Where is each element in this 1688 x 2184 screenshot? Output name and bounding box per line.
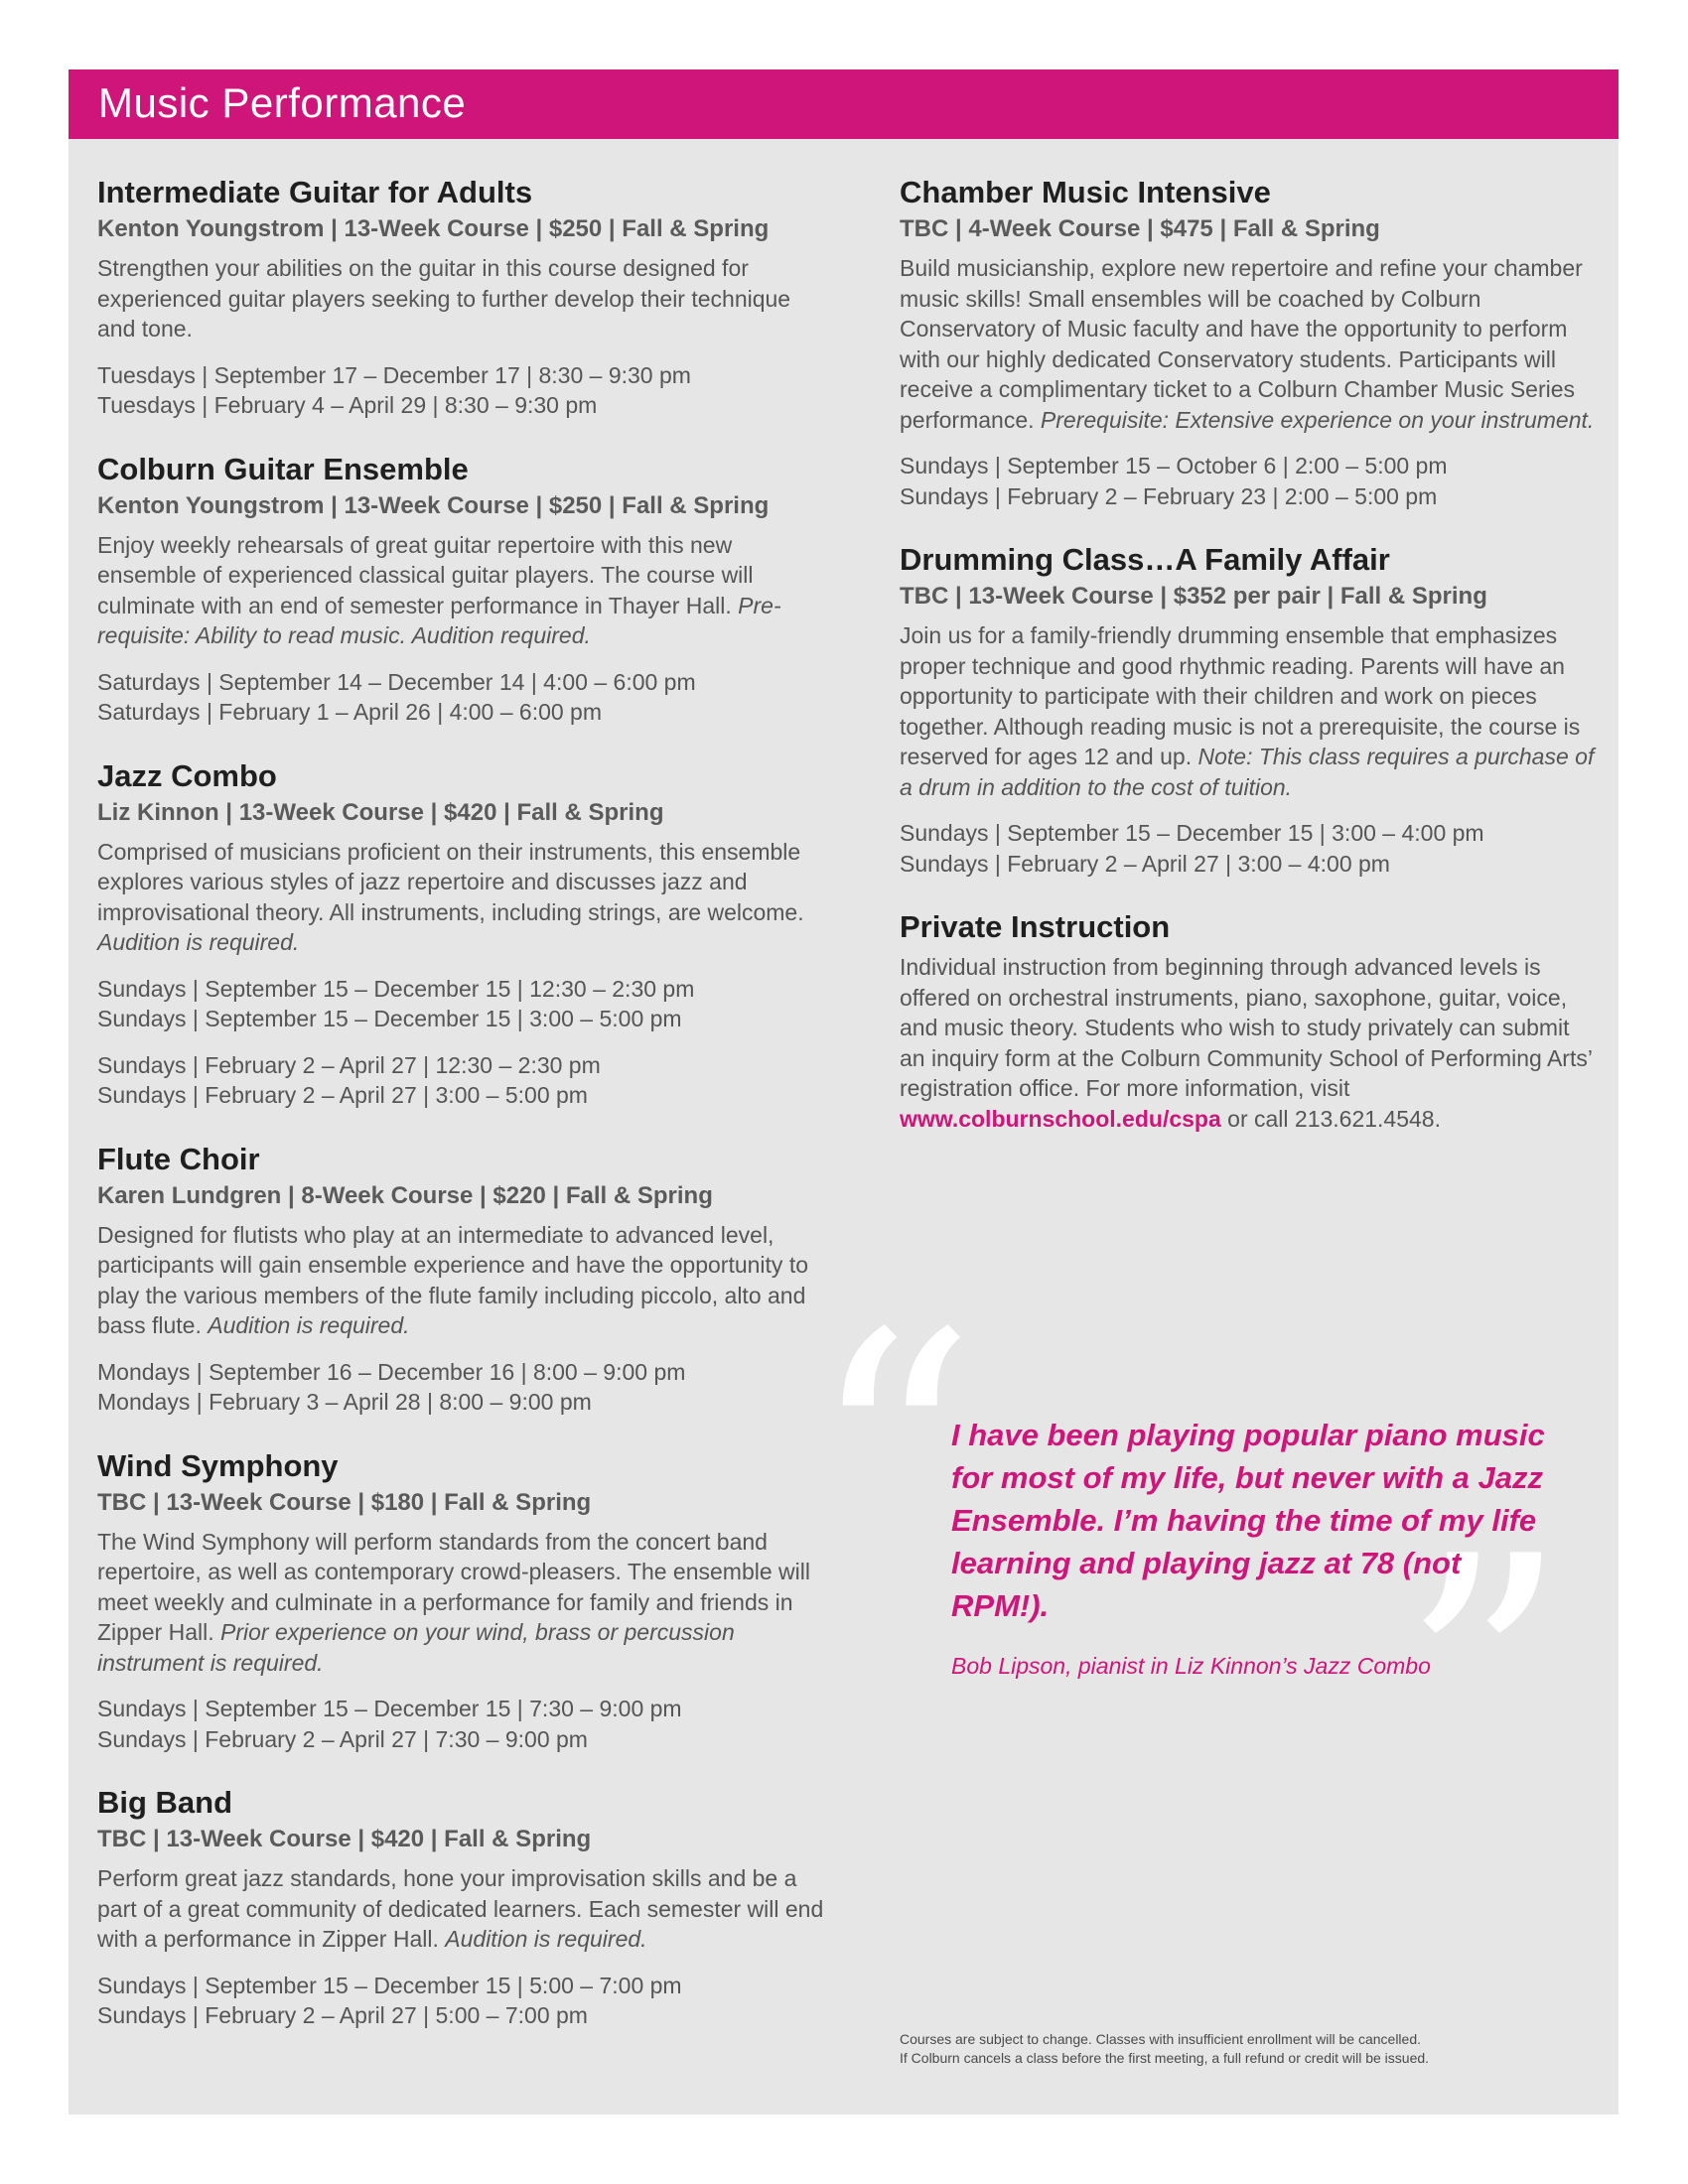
schedule-line: Sundays | February 2 – April 27 | 5:00 – 7:00 pm — [97, 2002, 588, 2028]
course-meta: TBC | 13-Week Course | $180 | Fall & Spring — [97, 1488, 592, 1516]
course-meta: TBC | 4-Week Course | $475 | Fall & Spring — [900, 215, 1380, 242]
schedule-line: Sundays | February 2 – April 27 | 7:30 – 9:00 pm — [97, 1725, 588, 1752]
schedule-line: Tuesdays | February 4 – April 29 | 8:30 – 9:30 pm — [97, 392, 598, 418]
course-schedule — [97, 1357, 832, 1418]
course-title: Private Instruction — [900, 909, 1171, 944]
right-column — [900, 174, 1595, 1163]
course-schedule — [97, 974, 832, 1034]
course-description: Individual instruction from beginning through advanced levels is offered on orchestral instruments, piano, saxophone, guitar, voice, and music theory. Students who wish to study privately can submit an inquiry form at the Colburn Community School of Performing Arts’ registration office. For more information, visit www.colburnschool.edu/cspa or call 213.621.4548. — [900, 954, 1593, 1132]
course-schedule — [97, 360, 832, 421]
course-meta: Kenton Youngstrom | 13-Week Course | $250 | Fall & Spring — [97, 215, 770, 242]
schedule-line: Tuesdays | September 17 – December 17 | 8:30 – 9:30 pm — [97, 361, 691, 388]
course-requirement: Audition is required. — [97, 929, 300, 955]
left-column — [97, 174, 832, 2061]
course-description: Enjoy weekly rehearsals of great guitar repertoire with this new ensemble of experienced classical guitar players. The course will culminate with an end of semester performance in Thayer Hall. Pre-requisite: Ability to read music. Audition required. — [97, 531, 781, 648]
course-description: Designed for flutists who play at an intermediate to advanced level, participants will gain ensemble experience and have the opportunity to play the various members of the flute family including piccolo, alto and bass flute. Audition is required. — [97, 1221, 808, 1338]
schedule-line: Saturdays | February 1 – April 26 | 4:00 – 6:00 pm — [97, 699, 603, 725]
course-title: Jazz Combo — [97, 757, 277, 793]
course-requirement: Prerequisite: Extensive experience on your instrument. — [1040, 406, 1595, 433]
course-block — [97, 1447, 832, 1755]
course-meta: TBC | 13-Week Course | $352 per pair | Fall & Spring — [900, 583, 1487, 610]
course-description: Build musicianship, explore new repertoire and refine your chamber music skills! Small ensembles will be coached by Colburn Conservatory of Music faculty and have the opportunity to perform with our highly dedicated Conservatory students. Participants will receive a complimentary ticket to a Colburn Chamber Music Series performance. Prerequisite: Extensive experience on your instrument. — [900, 255, 1595, 433]
course-block — [97, 451, 832, 728]
footnote-line: If Colburn cancels a class before the first meeting, a full refund or credit will be issued. — [900, 2050, 1430, 2066]
course-schedule — [900, 818, 1595, 879]
footnote-line: Courses are subject to change. Classes with insufficient enrollment will be cancelled. — [900, 2031, 1422, 2047]
course-block — [97, 757, 832, 1111]
course-requirement: Note: This class requires a purchase of a drum in addition to the cost of tuition. — [900, 744, 1595, 800]
course-schedule — [97, 1050, 832, 1111]
course-title: Intermediate Guitar for Adults — [97, 175, 533, 209]
page-title: Music Performance — [98, 79, 467, 126]
course-block — [900, 541, 1595, 879]
course-description: Perform great jazz standards, hone your improvisation skills and be a part of a great community of dedicated learners. Each semester will end with a performance in Zipper Hall. Audition is required. — [97, 1865, 824, 1952]
schedule-line: Sundays | February 2 – April 27 | 12:30 – 2:30 pm — [97, 1051, 601, 1078]
open-quote-icon: “ — [809, 1264, 977, 1645]
schedule-line: Saturdays | September 14 – December 14 | 4:00 – 6:00 pm — [97, 668, 696, 695]
schedule-line: Mondays | September 16 – December 16 | 8:00 – 9:00 pm — [97, 1358, 686, 1385]
course-meta: Kenton Youngstrom | 13-Week Course | $250 | Fall & Spring — [97, 491, 770, 519]
footnote — [900, 2030, 1595, 2068]
course-meta: TBC | 13-Week Course | $420 | Fall & Spring — [97, 1826, 592, 1852]
course-title: Wind Symphony — [97, 1447, 339, 1483]
course-block — [97, 1141, 832, 1418]
schedule-line: Sundays | September 15 – December 15 | 7:30 – 9:00 pm — [97, 1696, 682, 1721]
course-schedule — [97, 667, 832, 728]
testimonial-attribution: Bob Lipson, pianist in Liz Kinnon’s Jazz Combo — [951, 1653, 1431, 1679]
section-header — [69, 69, 1618, 139]
website-link[interactable]: www.colburnschool.edu/cspa — [900, 1105, 1221, 1132]
course-block — [900, 174, 1595, 511]
course-schedule — [900, 451, 1595, 511]
schedule-line: Mondays | February 3 – April 28 | 8:00 – 9:00 pm — [97, 1389, 592, 1415]
course-title: Drumming Class…A Family Affair — [900, 542, 1390, 577]
schedule-line: Sundays | September 15 – December 15 | 3:00 – 4:00 pm — [900, 820, 1484, 846]
course-requirement: Pre-requisite: Ability to read music. Audition required. — [97, 592, 781, 648]
schedule-line: Sundays | February 2 – April 27 | 3:00 – 4:00 pm — [900, 850, 1390, 877]
course-requirement: Audition is required. — [445, 1926, 647, 1952]
course-description: Strengthen your abilities on the guitar in this course designed for experienced guitar players seeking to further develop their technique and tone. — [97, 255, 791, 341]
testimonial-quote: I have been playing popular piano music for most of my life, but never with a Jazz Ensemble. I’m having the time of my life learning and playing jazz at 78 (not RPM!). — [951, 1418, 1545, 1623]
course-meta: Karen Lundgren | 8-Week Course | $220 | Fall & Spring — [97, 1181, 713, 1209]
course-requirement: Prior experience on your wind, brass or percussion instrument is required. — [97, 1619, 735, 1676]
course-description: The Wind Symphony will perform standards from the concert band repertoire, as well as contemporary crowd-pleasers. The ensemble will meet weekly and culminate in a performance for family and friends in Zipper Hall. Prior experience on your wind, brass or percussion instrument is required. — [97, 1528, 810, 1676]
close-quote-icon: ” — [1400, 1487, 1568, 1868]
course-description: Comprised of musicians proficient on their instruments, this ensemble explores various styles of jazz repertoire and discusses jazz and improvisational theory. All instruments, including strings, are welcome. Audition is required. — [97, 838, 804, 955]
course-block — [97, 1784, 832, 2031]
course-title: Big Band — [97, 1785, 233, 1820]
course-private-instruction — [900, 908, 1595, 1134]
course-title: Colburn Guitar Ensemble — [97, 451, 469, 486]
course-requirement: Audition is required. — [208, 1312, 410, 1338]
course-title: Chamber Music Intensive — [900, 175, 1271, 209]
schedule-line: Sundays | September 15 – December 15 | 5:00 – 7:00 pm — [97, 1972, 682, 1998]
course-schedule — [97, 1971, 832, 2031]
course-schedule — [97, 1694, 832, 1754]
schedule-line: Sundays | February 2 – February 23 | 2:00 – 5:00 pm — [900, 482, 1438, 509]
course-meta: Liz Kinnon | 13-Week Course | $420 | Fall & Spring — [97, 798, 664, 826]
course-description: Join us for a family-friendly drumming ensemble that emphasizes proper technique and good rhythmic reading. Parents will have an opportunity to participate with their children and work on pieces together. Although reading music is not a prerequisite, the course is reserved for ages 12 and up. Note: This class requires a purchase of a drum in addition to the cost of tuition. — [900, 622, 1595, 800]
schedule-line: Sundays | February 2 – April 27 | 3:00 – 5:00 pm — [97, 1082, 588, 1108]
schedule-line: Sundays | September 15 – December 15 | 3:00 – 5:00 pm — [97, 1006, 682, 1031]
course-title: Flute Choir — [97, 1141, 260, 1176]
schedule-line: Sundays | September 15 – December 15 | 12:30 – 2:30 pm — [97, 975, 695, 1002]
schedule-line: Sundays | September 15 – October 6 | 2:00 – 5:00 pm — [900, 453, 1448, 478]
course-block — [97, 174, 832, 421]
